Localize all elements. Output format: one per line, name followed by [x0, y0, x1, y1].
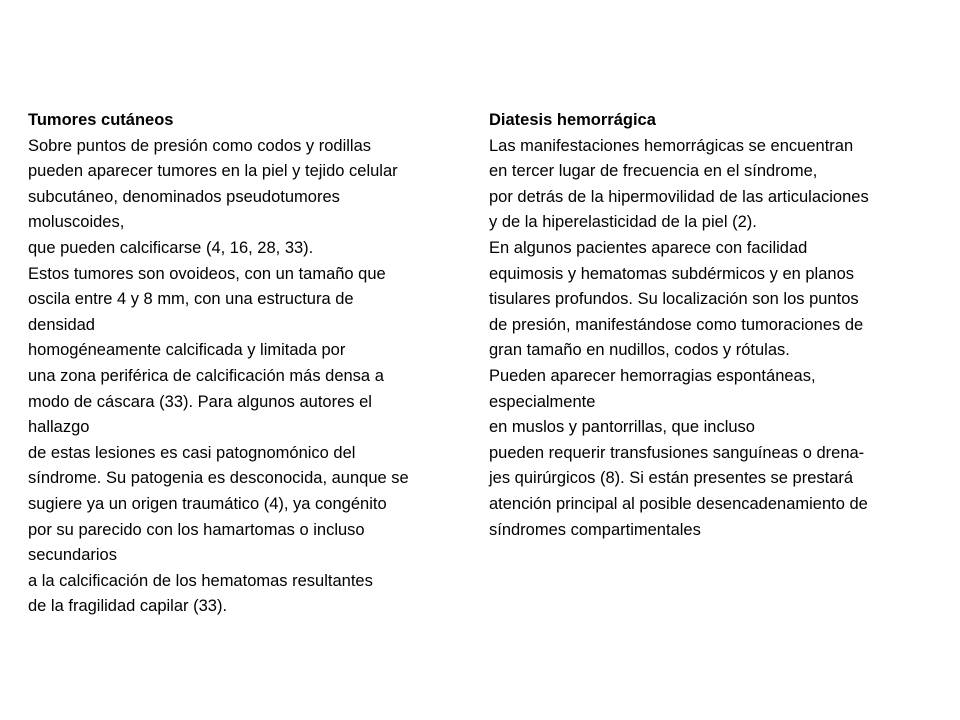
text-line: por detrás de la hipermovilidad de las articulaciones: [489, 187, 869, 206]
text-line: modo de cáscara (33). Para algunos autores el: [28, 392, 372, 411]
text-line: oscila entre 4 y 8 mm, con una estructura de: [28, 290, 354, 309]
text-line: en tercer lugar de frecuencia en el síndrome,: [489, 162, 818, 181]
text-line: homogéneamente calcificada y limitada por: [28, 341, 346, 360]
text-line: En algunos pacientes aparece con facilidad: [489, 238, 808, 257]
text-line: pueden requerir transfusiones sanguíneas o drena-: [489, 443, 865, 462]
text-line: de presión, manifestándose como tumoraciones de: [489, 315, 864, 334]
text-line: Estos tumores son ovoideos, con un tamaño que: [28, 264, 386, 283]
text-line: tisulares profundos. Su localización son los puntos: [489, 290, 859, 309]
section-heading-tumores-cutaneos: Tumores cutáneos: [28, 111, 174, 129]
text-line: densidad: [28, 315, 95, 334]
text-line: que pueden calcificarse (4, 16, 28, 33).: [28, 238, 314, 257]
text-line: en muslos y pantorrillas, que incluso: [489, 418, 755, 437]
text-line: por su parecido con los hamartomas o incluso: [28, 520, 365, 539]
text-line: una zona periférica de calcificación más densa a: [28, 366, 384, 385]
text-line: síndromes compartimentales: [489, 520, 701, 539]
text-line: especialmente: [489, 392, 596, 411]
text-line: Las manifestaciones hemorrágicas se encuentran: [489, 136, 854, 155]
text-line: Sobre puntos de presión como codos y rodillas: [28, 136, 372, 155]
text-line: moluscoides,: [28, 213, 125, 232]
text-line: y de la hiperelasticidad de la piel (2).: [489, 213, 757, 232]
text-line: de la fragilidad capilar (33).: [28, 597, 228, 616]
text-line: sugiere ya un origen traumático (4), ya congénito: [28, 494, 387, 513]
text-line: a la calcificación de los hematomas resultantes: [28, 571, 373, 590]
text-line: subcutáneo, denominados pseudotumores: [28, 187, 340, 206]
text-line: atención principal al posible desencadenamiento de: [489, 494, 868, 513]
text-line: Pueden aparecer hemorragias espontáneas,: [489, 366, 816, 385]
text-line: secundarios: [28, 546, 117, 565]
text-line: equimosis y hematomas subdérmicos y en planos: [489, 264, 855, 283]
text-line: síndrome. Su patogenia es desconocida, aunque se: [28, 469, 409, 488]
right-column-diatesis-hemorragica: [489, 108, 949, 543]
text-line: pueden aparecer tumores en la piel y tejido celular: [28, 162, 398, 181]
left-column-tumores-cutaneos: [28, 108, 473, 620]
text-line: gran tamaño en nudillos, codos y rótulas.: [489, 341, 790, 360]
text-line: hallazgo: [28, 418, 90, 437]
text-line: de estas lesiones es casi patognomónico del: [28, 443, 356, 462]
text-line: jes quirúrgicos (8). Si están presentes se prestará: [489, 469, 854, 488]
section-heading-diatesis-hemorragica: Diatesis hemorrágica: [489, 111, 656, 129]
